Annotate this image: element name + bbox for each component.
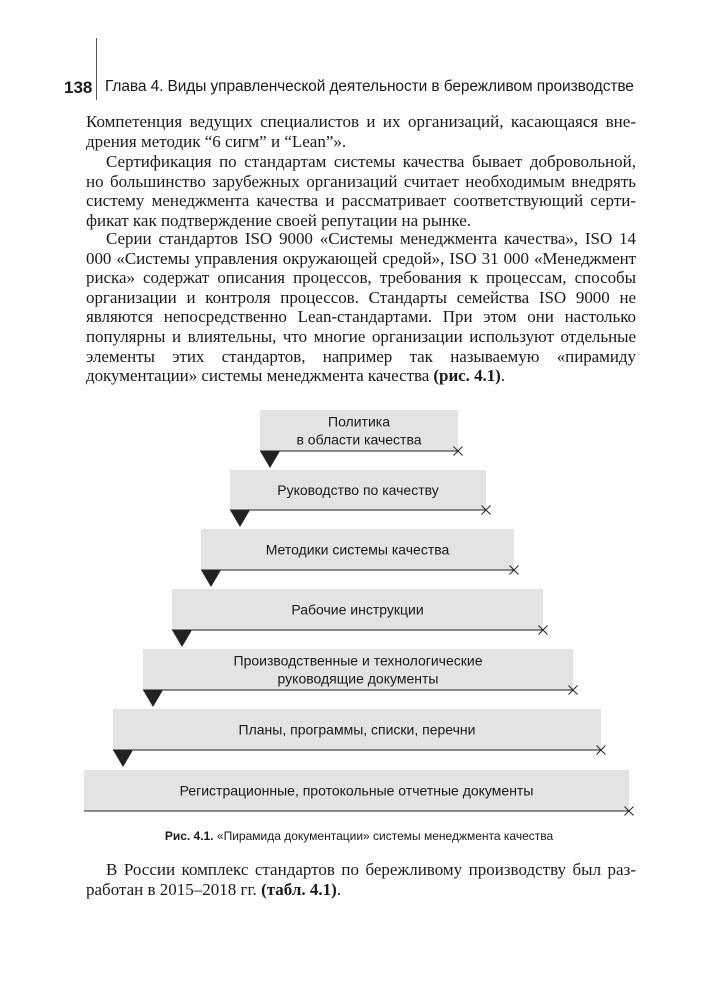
caption-text: «Пирамида документации» системы менеджмента качества bbox=[216, 829, 554, 843]
running-title: Глава 4. Виды управленческой деятельности в бережливом производстве bbox=[105, 78, 634, 95]
paragraph-4-text: В России комплекс стандартов по бережливому производству был разработан в 2015–2018 гг. bbox=[86, 860, 636, 899]
figure-reference: (рис. 4.1) bbox=[433, 366, 501, 386]
pyramid-level-label: Методики системы качества bbox=[265, 541, 450, 558]
paragraph-3-end: . bbox=[500, 366, 505, 386]
pyramid-level-label: Производственные и технологические bbox=[233, 652, 483, 669]
pyramid-level-label: Планы, программы, списки, перечни bbox=[238, 721, 476, 738]
paragraph-2: Сертификация по стандартам системы качества бывает добровольной, но большинство зарубежных организаций считает необходимым внедрять систему менеджмента качества и рассматривает соответствующий сертификат как подтверждение своей репутации на рынке. bbox=[86, 152, 636, 230]
paragraph-3-text: Серии стандартов ISO 9000 «Системы менеджмента качества», ISO 14 000 «Системы управления окружающей средой», ISO 31 000 «Менеджмент риска» содержат описания процессов, требования к процессам, способы организации и контроля процессов. Стандарты семейства ISO 9000 не являются непосредственно Lean-стандартами. При этом они настолько популярны и влиятельны, что многие организации используют отдельные элементы этих стандартов, например так называемую «пирамиду документации» системы менеджмента качества bbox=[86, 229, 636, 386]
arrow-down-icon bbox=[113, 750, 133, 767]
arrow-down-icon bbox=[260, 451, 280, 468]
pyramid-level-label: Рабочие инструкции bbox=[291, 601, 424, 618]
pyramid-level-label: Регистрационные, протокольные отчетные документы bbox=[179, 782, 534, 799]
pyramid-level-label: руководящие документы bbox=[277, 670, 439, 687]
table-reference: (табл. 4.1) bbox=[261, 879, 337, 899]
figure-caption bbox=[0, 829, 718, 843]
pyramid-level-label: в области качества bbox=[296, 431, 422, 448]
arrow-down-icon bbox=[172, 630, 192, 647]
arrow-down-icon bbox=[230, 510, 250, 527]
arrow-down-icon bbox=[143, 690, 163, 707]
page-number: 138 bbox=[64, 78, 93, 97]
paragraph-4-end: . bbox=[336, 879, 342, 899]
paragraph-1: Компетенция ведущих специалистов и их организаций, касающаяся внедрения методик “6 сигм” и “Lean”». bbox=[86, 112, 636, 151]
caption-label: Рис. 4.1. bbox=[164, 829, 214, 843]
pyramid-level-label: Политика bbox=[328, 413, 390, 430]
pyramid-level-label: Руководство по качеству bbox=[277, 482, 439, 498]
arrow-down-icon bbox=[201, 570, 221, 587]
paragraph-4 bbox=[86, 860, 636, 899]
